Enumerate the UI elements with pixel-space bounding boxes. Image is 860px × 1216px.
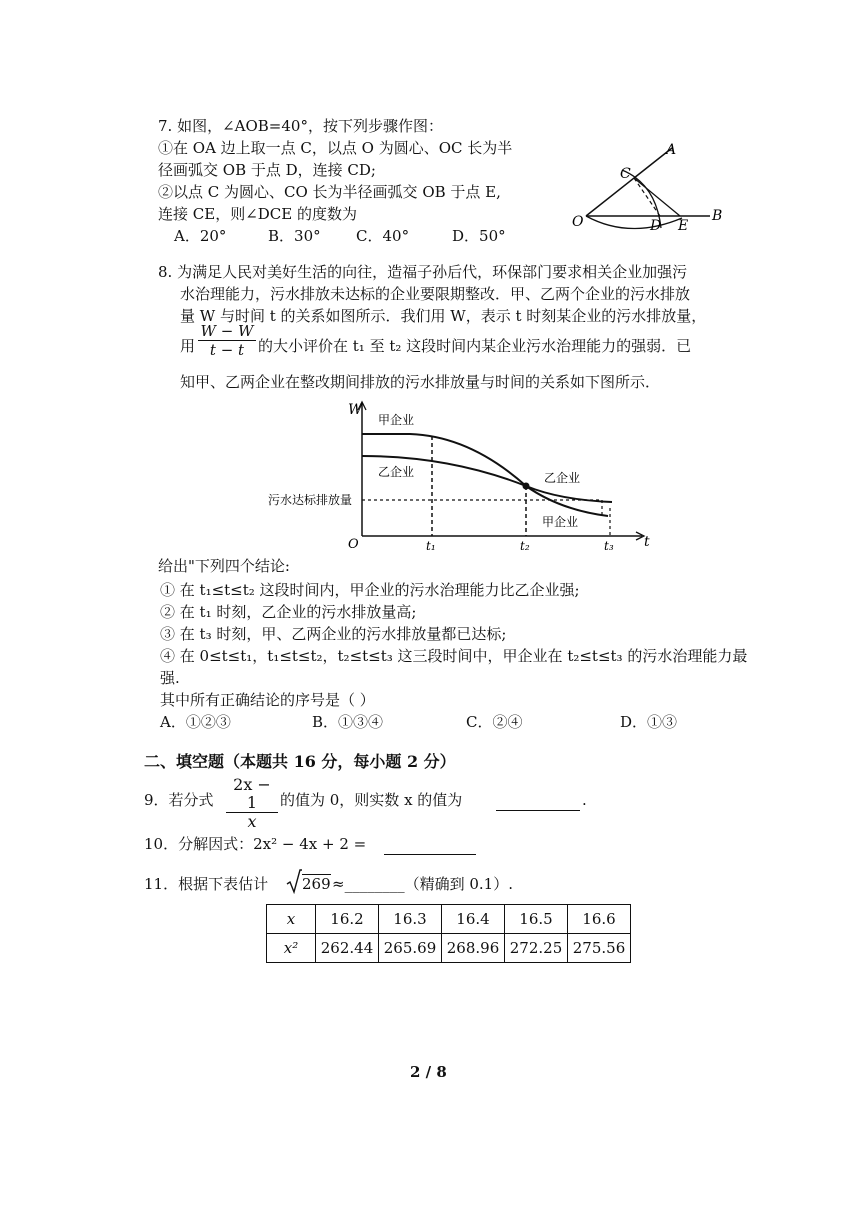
q8-fraction-numerator: W − W	[198, 322, 256, 341]
table-row	[267, 905, 631, 934]
q8-option-d: D．①③	[620, 713, 678, 731]
q8-option-b: B．①③④	[312, 713, 384, 731]
t-axis-label: t	[644, 534, 650, 550]
table-cell: 268.96	[442, 934, 505, 963]
w-axis-label: W	[348, 402, 363, 418]
q7-step2a: ②以点 C 为圆心、CO 长为半径画弧交 OB 于点 E,	[158, 183, 501, 201]
fig-label-a: A	[666, 142, 677, 158]
fig-label-b: B	[712, 208, 723, 224]
q8-intro: 给出"下列四个结论:	[158, 557, 290, 575]
q7-option-b: B．30°	[268, 227, 321, 245]
tick-label-t1: t₁	[426, 539, 436, 553]
table-cell: 265.69	[379, 934, 442, 963]
table-cell: x	[267, 905, 316, 934]
fig-label-c: C	[620, 166, 631, 182]
q7-stem: 7. 如图，∠AOB=40°，按下列步骤作图：	[158, 117, 443, 135]
q8-line2: 水治理能力，污水排放未达标的企业要限期整改．甲、乙两个企业的污水排放	[180, 285, 691, 303]
tick-label-o: O	[348, 537, 359, 552]
fig-label-d: D	[650, 218, 662, 234]
table-cell: x²	[267, 934, 316, 963]
table-cell: 16.4	[442, 905, 505, 934]
series-label-yi-right: 乙企业	[544, 471, 581, 485]
page-number: 2 / 8	[410, 1063, 447, 1081]
q7-option-d: D．50°	[452, 227, 506, 245]
series-label-jia-bottom: 甲企业	[542, 515, 579, 529]
tick-label-t3: t₃	[604, 539, 614, 553]
square-table	[266, 904, 631, 963]
fig-label-o: O	[572, 214, 584, 230]
q8-ask: 其中所有正确结论的序号是（ ）	[160, 691, 375, 709]
section2-heading: 二、填空题（本题共 16 分，每小题 2 分）	[144, 752, 456, 771]
q8-conclusion-2: ② 在 t₁ 时刻，乙企业的污水排放量高;	[160, 603, 417, 621]
q10-text: 10．分解因式：2x² − 4x + 2 =	[144, 835, 367, 853]
q9-post: 的值为 0，则实数 x 的值为	[280, 791, 463, 809]
table-cell: 262.44	[316, 934, 379, 963]
q9-fraction-denominator: x	[247, 812, 257, 831]
series-label-jia-top: 甲企业	[378, 413, 415, 427]
q9-answer-blank[interactable]	[496, 794, 580, 811]
pollution-chart	[260, 396, 650, 556]
q8-line1: 8. 为满足人民对美好生活的向往，造福子孙后代，环保部门要求相关企业加强污	[158, 263, 688, 281]
q8-fraction	[198, 322, 256, 359]
table-cell: 272.25	[505, 934, 568, 963]
q7-step2b: 连接 CE，则∠DCE 的度数为	[158, 205, 357, 223]
series-label-yi-left: 乙企业	[378, 465, 415, 479]
threshold-label: 污水达标排放量	[268, 493, 353, 507]
q8-line5: 知甲、乙两企业在整改期间排放的污水排放量与时间的关系如下图所示．	[180, 373, 661, 391]
sqrt-symbol	[286, 868, 302, 894]
q10-answer-blank[interactable]	[384, 838, 476, 855]
q8-line4-pre: 用	[180, 337, 196, 355]
table-cell: 16.2	[316, 905, 379, 934]
q8-option-a: A．①②③	[160, 713, 231, 731]
q8-option-c: C．②④	[466, 713, 523, 731]
q11-radicand: 269	[302, 875, 331, 893]
q8-line3: 量 W 与时间 t 的关系如图所示．我们用 W，表示 t 时刻某企业的污水排放量，	[180, 307, 707, 325]
q8-line4-post: 的大小评价在 t₁ 至 t₂ 这段时间内某企业污水治理能力的强弱．已	[258, 337, 692, 355]
q9-pre: 9．若分式	[144, 791, 214, 809]
table-row	[267, 934, 631, 963]
q8-conclusion-4b: 强.	[160, 669, 180, 687]
q9-period: .	[582, 791, 587, 809]
fig-label-e: E	[678, 218, 689, 234]
q7-option-a: A．20°	[174, 227, 227, 245]
q7-step1a: ①在 OA 边上取一点 C，以点 O 为圆心、OC 长为半	[158, 139, 513, 157]
table-cell: 16.6	[568, 905, 631, 934]
q8-conclusion-4a: ④ 在 0≤t≤t₁，t₁≤t≤t₂，t₂≤t≤t₃ 这三段时间中，甲企业在 t₂≤t≤t₃ 的污水治理能力最	[160, 647, 748, 665]
intersection-point	[523, 483, 530, 490]
q9-fraction-numerator: 2x − 1	[226, 776, 278, 813]
tick-label-t2: t₂	[520, 539, 530, 553]
q7-step1b: 径画弧交 OB 于点 D，连接 CD;	[158, 161, 376, 179]
q9-fraction	[226, 776, 278, 831]
q7-option-c: C．40°	[356, 227, 410, 245]
q8-conclusion-3: ③ 在 t₃ 时刻，甲、乙两企业的污水排放量都已达标;	[160, 625, 507, 643]
table-cell: 16.5	[505, 905, 568, 934]
table-cell: 275.56	[568, 934, 631, 963]
q11-pre: 11．根据下表估计	[144, 875, 269, 893]
angle-construction-figure	[560, 140, 740, 240]
table-cell: 16.3	[379, 905, 442, 934]
q8-conclusion-1: ① 在 t₁≤t≤t₂ 这段时间内，甲企业的污水治理能力比乙企业强;	[160, 581, 580, 599]
q8-fraction-denominator: t − t	[209, 341, 245, 359]
q11-post: ≈________（精确到 0.1）.	[332, 875, 513, 893]
